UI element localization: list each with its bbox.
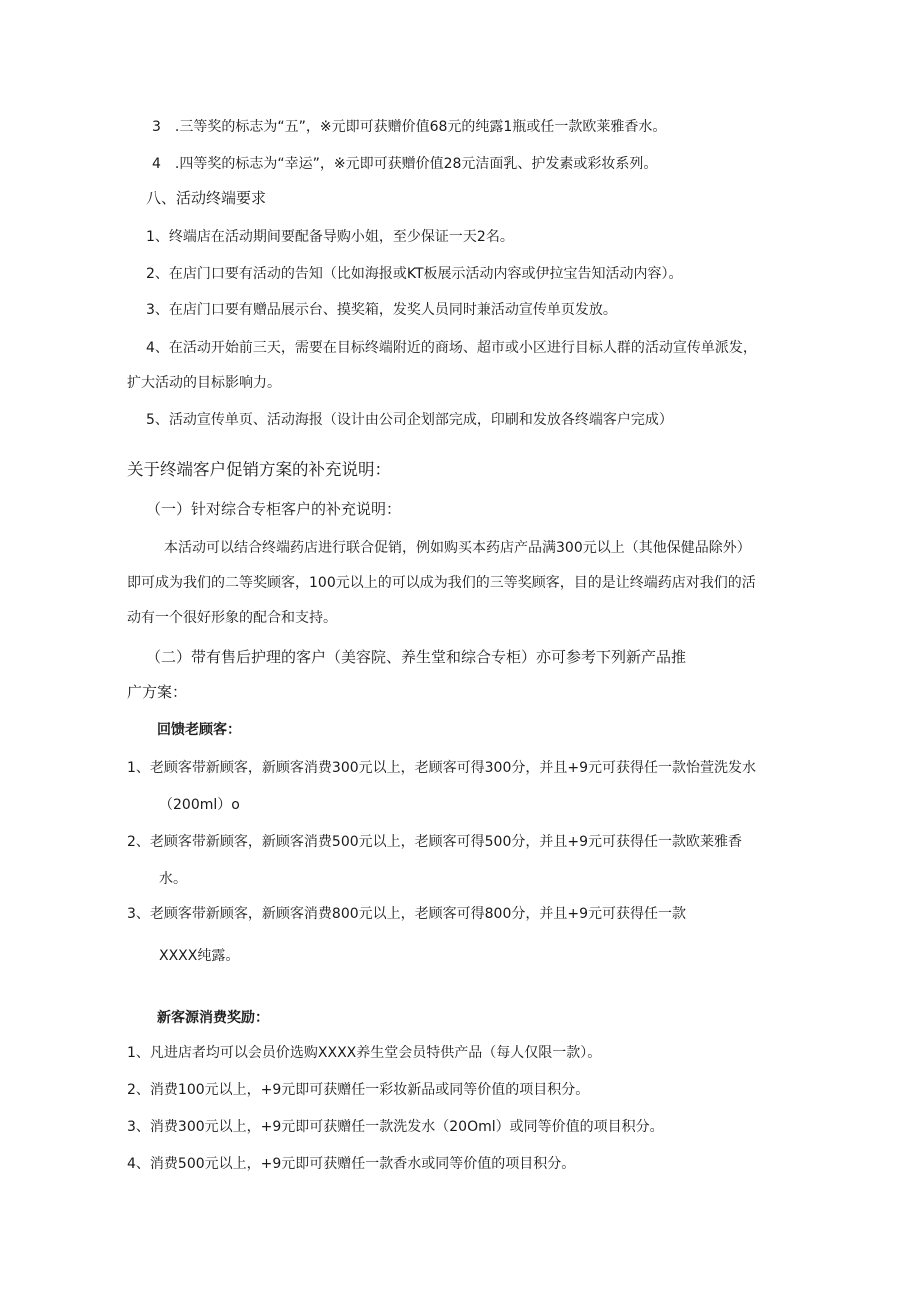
loyalty-line: 1、老顾客带新顾客，新顾客消费300元以上，老顾客可得300分，并且+9元可获得任一款怡萱洗发水: [127, 760, 756, 776]
prize-fourth: 4 .四等奖的标志为“幸运”，※元即可获赠价值28元洁面乳、护发素或彩妆系列。: [152, 156, 658, 172]
part1-line: 动有一个很好形象的配合和支持。: [127, 610, 337, 626]
new-customers-line: 3、消费300元以上，+9元即可获赠任一款洗发水（20Oml）或同等价值的项目积分。: [127, 1119, 664, 1135]
loyalty-line: 3、老顾客带新顾客，新顾客消费800元以上，老顾客可得800分，并且+9元可获得任一款: [127, 906, 686, 922]
section8-title: 八、活动终端要求: [146, 189, 267, 207]
part2-line: 广方案：: [127, 683, 188, 701]
supplement-title: 关于终端客户促销方案的补充说明：: [127, 460, 391, 479]
prize-third: 3 .三等奖的标志为“五”，※元即可获赠价值68元的纯露1瓶或任一款欧莱雅香水。: [152, 119, 667, 135]
section8-item: 1、终端店在活动期间要配备导购小姐，至少保证一天2名。: [146, 229, 514, 245]
loyalty-line: XXXX纯露。: [159, 948, 240, 964]
loyalty-line: （200ml）o: [159, 797, 240, 813]
section8-item: 扩大活动的目标影响力。: [127, 375, 281, 391]
part1-title: （一）针对综合专柜客户的补充说明：: [146, 500, 402, 518]
new-customers-title: 新客源消费奖励：: [157, 1010, 269, 1026]
loyalty-line: 2、老顾客带新顾客，新顾客消费500元以上，老顾客可得500分，并且+9元可获得任一款欧莱雅香: [127, 834, 742, 850]
new-customers-line: 4、消费500元以上，+9元即可获赠任一款香水或同等价值的项目积分。: [127, 1156, 576, 1172]
part1-line: 本活动可以结合终端药店进行联合促销，例如购买本药店产品满300元以上（其他保健品除外）: [164, 540, 751, 556]
part1-line: 即可成为我们的二等奖顾客，100元以上的可以成为我们的三等奖顾客，目的是让终端药店对我们的活: [127, 575, 756, 591]
section8-item: 3、在店门口要有赠品展示台、摸奖箱，发奖人员同时兼活动宣传单页发放。: [146, 302, 617, 318]
part2-line: （二）带有售后护理的客户（美容院、养生堂和综合专柜）亦可参考下列新产品推: [146, 648, 687, 666]
new-customers-line: 2、消费100元以上，+9元即可获赠任一彩妆新品或同等价值的项目积分。: [127, 1082, 590, 1098]
new-customers-line: 1、凡进店者均可以会员价选购XXXX养生堂会员特供产品（每人仅限一款）。: [127, 1045, 602, 1061]
section8-item: 2、在店门口要有活动的告知（比如海报或KT板展示活动内容或伊拉宝告知活动内容）。: [146, 266, 683, 282]
loyalty-title: 回馈老顾客：: [157, 722, 241, 738]
section8-item: 4、在活动开始前三天，需要在目标终端附近的商场、超市或小区进行目标人群的活动宣传单派发，: [146, 340, 757, 356]
section8-item: 5、活动宣传单页、活动海报（设计由公司企划部完成，印刷和发放各终端客户完成）: [146, 412, 673, 428]
loyalty-line: 水。: [159, 871, 187, 887]
